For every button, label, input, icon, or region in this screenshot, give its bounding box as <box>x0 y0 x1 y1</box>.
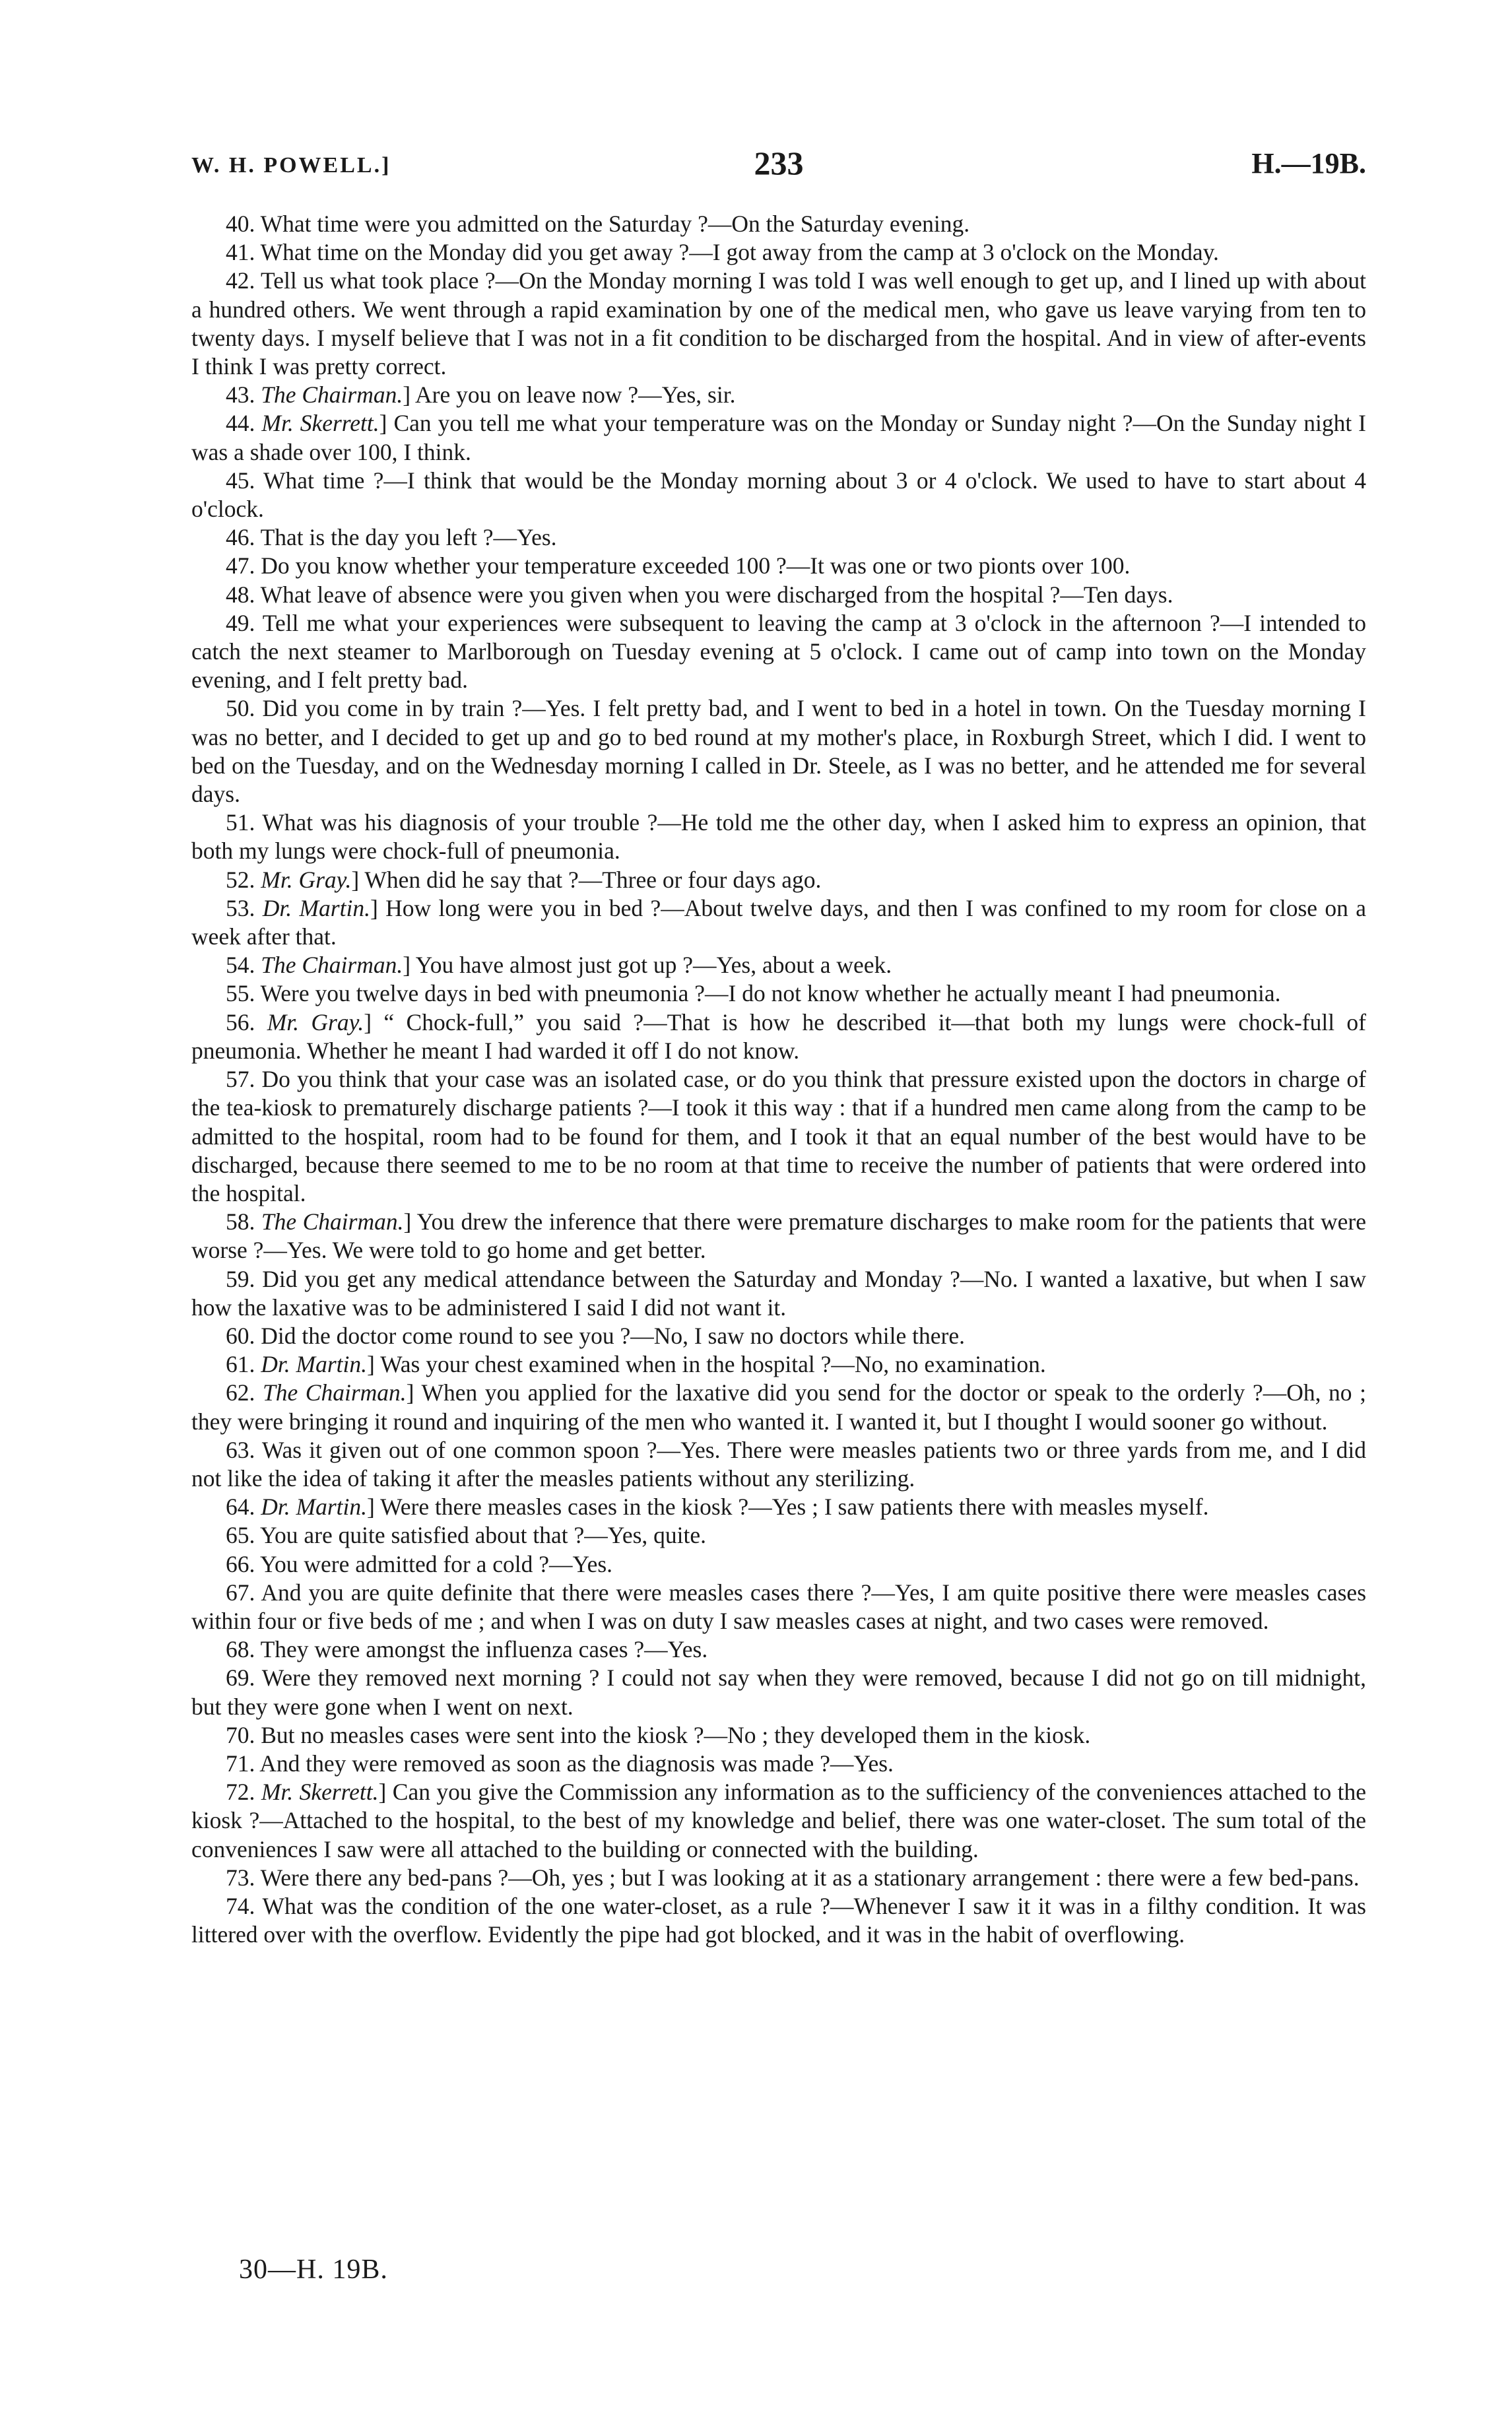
question-paragraph: 43. The Chairman.] Are you on leave now ?—Yes, sir. <box>226 381 736 409</box>
question-number: 72. <box>226 1779 255 1806</box>
question-paragraph: 64. Dr. Martin.] Were there measles cases in the kiosk ?—Yes ; I saw patients there with measles myself. <box>226 1494 1209 1521</box>
question-paragraph <box>191 581 1366 609</box>
question-answer-text: What leave of absence were you given when you were discharged from the hospital ?—Ten days. <box>260 581 1173 608</box>
question-answer-text: Was your chest examined when in the hospital ?—No, no examination. <box>380 1351 1046 1378</box>
speaker-name: Dr. Martin. <box>262 894 370 921</box>
question-number: 54. <box>226 952 255 979</box>
question-paragraph: 56. Mr. Gray.] “ Chock-full,” you said ?—That is how he described it—that both my lungs were chock-full of pneumonia. Whether he meant I had warded it off I do not know. <box>191 1008 1367 1064</box>
testimony-body <box>191 210 1366 1949</box>
question-number: 58. <box>226 1208 255 1235</box>
question-answer-text: What time ?—I think that would be the Monday morning about 3 or 4 o'clock. We used to have to start about 4 o'clock. <box>191 467 1366 523</box>
speaker-name: Dr. Martin. <box>261 1351 368 1378</box>
question-answer-text: Tell us what took place ?—On the Monday morning I was told I was well enough to get up, and I lined up with about a hundred others. We went through a rapid examination by one of the medical men, who gave us leave varying from ten to twenty days. I myself believe that I was not in a fit condition to be discharged from the hospital. And in view of after-events I think I was pretty correct. <box>191 267 1366 380</box>
question-answer-text: Were there any bed-pans ?—Oh, yes ; but I was looking at it as a stationary arrangement : there were a few bed-pans. <box>260 1864 1360 1891</box>
question-paragraph <box>191 1664 1366 1721</box>
question-paragraph <box>191 1864 1366 1892</box>
question-number: 50. <box>226 695 255 722</box>
question-number: 48. <box>226 581 255 608</box>
question-number: 51. <box>226 809 255 836</box>
question-answer-text: Do you think that your case was an isolated case, or do you think that pressure existed upon the doctors in charge of the tea-kiosk to prematurely discharge patients ?—I took it this way : that if a hundred men came along from the camp to be admitted to the hospital, room had to be found for them, and I took it that an equal number of the best would have to be discharged, because there seemed to me to be no room at that time to receive the number of patients that were ordered into the hospital. <box>191 1066 1366 1206</box>
question-paragraph <box>191 552 1366 580</box>
question-number: 59. <box>226 1265 255 1292</box>
question-number: 67. <box>226 1579 255 1606</box>
question-paragraph: 62. The Chairman.] When you applied for the laxative did you send for the doctor or speak to the orderly ?—Oh, no ; they were bringing it round and inquiring of the men who wanted it. I wanted it, but I thought I would sooner go without. <box>191 1379 1367 1435</box>
question-number: 46. <box>226 524 255 551</box>
question-number: 57. <box>226 1066 255 1093</box>
running-head-witness: W. H. POWELL.] <box>191 153 391 178</box>
speaker-name: The Chairman. <box>261 1208 404 1235</box>
question-number: 53. <box>226 894 255 921</box>
question-paragraph <box>191 1892 1366 1949</box>
question-number: 44. <box>226 410 255 437</box>
question-number: 64. <box>226 1494 255 1521</box>
question-paragraph <box>191 1579 1366 1635</box>
question-number: 56. <box>226 1008 255 1035</box>
question-answer-text: You are quite satisfied about that ?—Yes, quite. <box>259 1522 707 1549</box>
question-paragraph: 58. The Chairman.] You drew the inference that there were premature discharges to make room for the patients that were worse ?—Yes. We were told to go home and get better. <box>191 1208 1366 1264</box>
speaker-name: Mr. Skerrett. <box>261 1779 379 1806</box>
question-answer-text: You drew the inference that there were premature discharges to make room for the patients that were worse ?—Yes. We were told to go home and get better. <box>191 1208 1366 1264</box>
question-paragraph: 61. Dr. Martin.] Was your chest examined when in the hospital ?—No, no examination. <box>226 1351 1046 1378</box>
question-number: 66. <box>226 1550 255 1577</box>
question-paragraph <box>191 808 1366 865</box>
question-paragraph <box>191 267 1366 381</box>
question-paragraph: 53. Dr. Martin.] How long were you in bed ?—About twelve days, and then I was confined to my room for close on a week after that. <box>191 894 1366 950</box>
question-paragraph <box>191 1436 1366 1493</box>
question-number: 63. <box>226 1436 255 1463</box>
question-answer-text: And you are quite definite that there were measles cases there ?—Yes, I am quite positive there were measles cases within four or five beds of me ; and when I was on duty I saw measles cases at night, and two cases were removed. <box>191 1579 1367 1634</box>
question-number: 60. <box>226 1322 255 1349</box>
question-answer-text: Did you come in by train ?—Yes. I felt pretty bad, and I went to bed in a hotel in town. On the Tuesday morning I was no better, and I decided to get up and go to bed round at my mother's place, in Roxburgh Street, which I did. I went to bed on the Tuesday, and on the Wednesday morning I called in Dr. Steele, as I was no better, and he attended me for several days. <box>191 695 1366 808</box>
question-number: 52. <box>226 866 255 893</box>
question-answer-text: What was the condition of the one water-closet, as a rule ?—Whenever I saw it it was in a filthy condition. It was littered over with the overflow. Evidently the pipe had got blocked, and it was in the habit of overflowing. <box>191 1892 1366 1948</box>
question-number: 40. <box>226 211 255 237</box>
question-paragraph: 54. The Chairman.] You have almost just got up ?—Yes, about a week. <box>226 952 892 979</box>
speaker-name: Mr. Skerrett. <box>261 410 379 437</box>
question-number: 62. <box>226 1379 255 1406</box>
question-paragraph <box>191 523 1366 552</box>
question-paragraph <box>191 1721 1366 1750</box>
question-number: 68. <box>226 1636 255 1663</box>
question-answer-text: You were admitted for a cold ?—Yes. <box>259 1550 613 1577</box>
question-answer-text: When did he say that ?—Three or four days ago. <box>364 866 822 893</box>
speaker-name: Mr. Gray. <box>267 1008 364 1035</box>
question-answer-text: Can you tell me what your temperature was on the Monday or Sunday night ?—On the Sunday night I was a shade over 100, I think. <box>191 410 1367 465</box>
speaker-name: Mr. Gray. <box>261 866 352 893</box>
question-answer-text: Was it given out of one common spoon ?—Yes. There were measles patients two or three yards from me, and I did not like the idea of taking it after the measles patients without any sterilizing. <box>191 1436 1367 1492</box>
question-number: 61. <box>226 1351 255 1378</box>
question-answer-text: That is the day you left ?—Yes. <box>260 524 557 551</box>
question-answer-text: What time were you admitted on the Saturday ?—On the Saturday evening. <box>260 211 970 237</box>
question-answer-text: Tell me what your experiences were subsequent to leaving the camp at 3 o'clock in the afternoon ?—I intended to catch the next steamer to Marlborough on Tuesday evening at 5 o'clock. I came out of camp into town on the Monday evening, and I felt pretty bad. <box>191 609 1366 694</box>
question-number: 41. <box>226 239 255 266</box>
question-paragraph <box>191 1550 1366 1579</box>
question-paragraph <box>191 1635 1366 1664</box>
question-paragraph <box>191 238 1366 267</box>
question-number: 74. <box>226 1892 255 1919</box>
question-paragraph <box>191 609 1366 695</box>
question-paragraph: 52. Mr. Gray.] When did he say that ?—Three or four days ago. <box>226 866 822 893</box>
question-number: 42. <box>226 267 255 294</box>
question-paragraph <box>191 979 1366 1008</box>
question-answer-text: Did the doctor come round to see you ?—No, I saw no doctors while there. <box>261 1322 965 1349</box>
signature-mark: 30—H. 19B. <box>239 2254 388 2285</box>
question-answer-text: Did you get any medical attendance between the Saturday and Monday ?—No. I wanted a laxative, but when I saw how the laxative was to be administered I said I did not want it. <box>191 1265 1366 1321</box>
question-answer-text: And they were removed as soon as the diagnosis was made ?—Yes. <box>259 1750 894 1777</box>
question-paragraph <box>191 694 1366 808</box>
speaker-name: The Chairman. <box>261 381 403 409</box>
speaker-name: The Chairman. <box>261 952 403 979</box>
question-answer-text: How long were you in bed ?—About twelve days, and then I was confined to my room for close on a week after that. <box>191 894 1366 950</box>
question-answer-text: But no measles cases were sent into the kiosk ?—No ; they developed them in the kiosk. <box>261 1721 1091 1748</box>
question-number: 49. <box>226 609 255 636</box>
question-answer-text: When you applied for the laxative did you send for the doctor or speak to the orderly ?—Oh, no ; they were bringing it round and inquiring of the men who wanted it. I wanted it, but I thought I would sooner go without. <box>191 1379 1367 1435</box>
question-answer-text: They were amongst the influenza cases ?—Yes. <box>260 1636 708 1663</box>
question-answer-text: Can you give the Commission any information as to the sufficiency of the conveniences attached to the kiosk ?—Attached to the hospital, to the best of my knowledge and belief, there was one water-closet. The sum total of the conveniences I saw were all attached to the building or connected with the building. <box>191 1779 1367 1862</box>
question-answer-text: What time on the Monday did you get away ?—I got away from the camp at 3 o'clock on the Monday. <box>260 239 1219 266</box>
question-paragraph: 72. Mr. Skerrett.] Can you give the Commission any information as to the sufficiency of the conveniences attached to the kiosk ?—Attached to the hospital, to the best of my knowledge and belief, there was one water-closet. The sum total of the conveniences I saw were all attached to the building or connected with the building. <box>191 1779 1367 1862</box>
question-paragraph <box>191 1750 1366 1778</box>
question-answer-text: You have almost just got up ?—Yes, about a week. <box>415 952 892 979</box>
question-answer-text: Are you on leave now ?—Yes, sir. <box>415 381 736 409</box>
speaker-name: The Chairman. <box>262 1379 407 1406</box>
question-answer-text: “ Chock-full,” you said ?—That is how he described it—that both my lungs were chock-full of pneumonia. Whether he meant I had warded it off I do not know. <box>191 1008 1367 1064</box>
question-number: 47. <box>226 552 255 579</box>
question-number: 65. <box>226 1522 255 1549</box>
speaker-name: Dr. Martin. <box>261 1494 368 1521</box>
page-number: 233 <box>754 145 804 181</box>
question-answer-text: Were you twelve days in bed with pneumonia ?—I do not know whether he actually meant I had pneumonia. <box>260 980 1281 1007</box>
question-answer-text: Were they removed next morning ? I could not say when they were removed, because I did not go on till midnight, but they were gone when I went on next. <box>191 1664 1367 1720</box>
question-number: 70. <box>226 1721 255 1748</box>
question-number: 45. <box>226 467 255 494</box>
question-paragraph: 44. Mr. Skerrett.] Can you tell me what your temperature was on the Monday or Sunday night ?—On the Sunday night I was a shade over 100, I think. <box>191 410 1367 465</box>
question-answer-text: Do you know whether your temperature exceeded 100 ?—It was one or two pionts over 100. <box>261 552 1131 579</box>
question-paragraph <box>191 1065 1366 1208</box>
question-paragraph <box>191 1521 1366 1550</box>
page-header <box>191 144 1366 190</box>
question-paragraph <box>191 1322 1366 1350</box>
question-paragraph <box>191 1265 1366 1322</box>
question-answer-text: Were there measles cases in the kiosk ?—Yes ; I saw patients there with measles myself. <box>380 1494 1209 1521</box>
paper-reference: H.—19B. <box>1251 147 1366 180</box>
question-number: 73. <box>226 1864 255 1891</box>
question-paragraph <box>191 467 1366 523</box>
question-number: 43. <box>226 381 255 409</box>
question-answer-text: What was his diagnosis of your trouble ?—He told me the other day, when I asked him to express an opinion, that both my lungs were chock-full of pneumonia. <box>191 809 1367 865</box>
question-number: 71. <box>226 1750 255 1777</box>
question-number: 69. <box>226 1664 255 1692</box>
question-paragraph <box>191 210 1366 238</box>
question-number: 55. <box>226 980 255 1007</box>
